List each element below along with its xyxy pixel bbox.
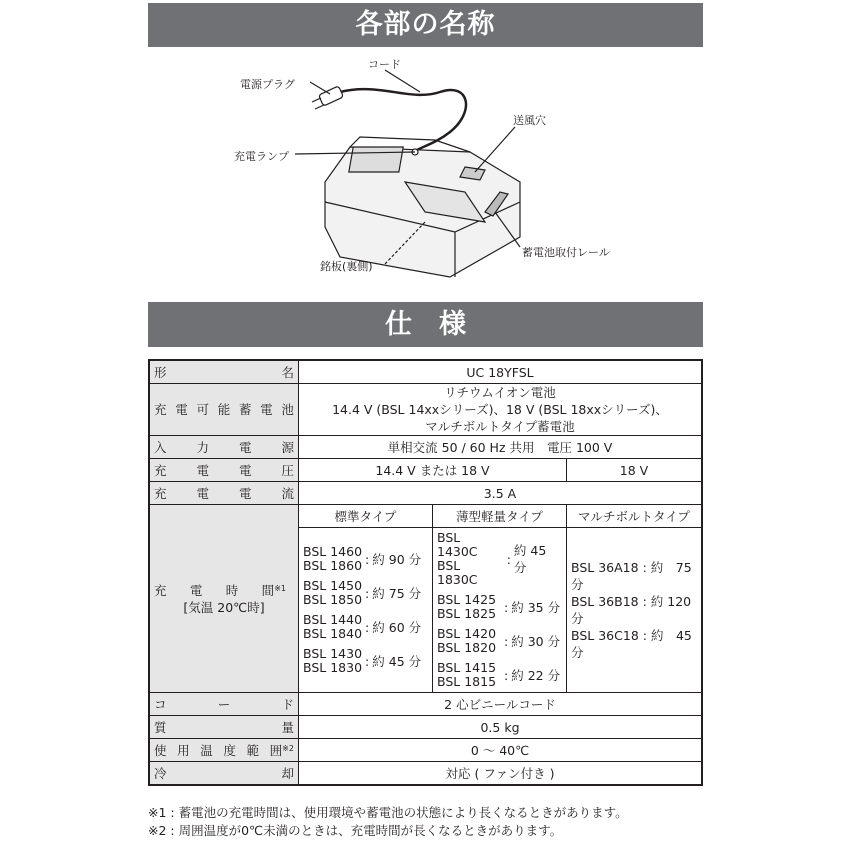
list-item: BSL 1420 BSL 1820 : 約 30 分: [437, 626, 561, 655]
value-voltage-b: 18 V: [567, 459, 703, 482]
slim-times: [433, 528, 567, 693]
list-item: BSL 36C18 : 約 45 分: [571, 628, 692, 660]
multivolt-times: [567, 528, 703, 693]
label-voltage: 充 電 電 圧: [149, 459, 299, 482]
list-item: BSL 1450 BSL 1850 : 約 75 分: [303, 578, 422, 607]
callout-nameplate: 銘板(裏側): [320, 260, 373, 273]
label-model: 形 名: [149, 360, 299, 384]
label-cord: コ ー ド: [149, 693, 299, 716]
value-batteries: リチウムイオン電池 14.4 V (BSL 14xxシリーズ)、18 V (BSL 18xxシリーズ)、 マルチボルトタイプ蓄電池: [299, 384, 703, 436]
row-model: [149, 360, 702, 384]
label-mass: 質 量: [149, 716, 299, 739]
value-temp: 0 ～ 40℃: [299, 739, 703, 762]
label-charge-time: 充 電 時 間※1 [気温 20℃時]: [149, 505, 299, 693]
value-current: 3.5 A: [299, 482, 703, 505]
list-item: BSL 36A18 : 約 75 分: [571, 560, 692, 592]
header-standard: 標準タイプ: [299, 505, 433, 528]
parts-section-title: 各部の名称: [148, 3, 703, 47]
callout-battery-rail: 蓄電池取付レール: [522, 246, 610, 259]
spec-section-title: 仕 様: [148, 302, 703, 347]
callout-vent: 送風穴: [513, 114, 546, 127]
list-item: BSL 1460 BSL 1860 : 約 90 分: [303, 544, 422, 573]
footnote-1: ※1 : 蓄電池の充電時間は、使用環境や蓄電池の状態により長くなるときがあります。: [148, 805, 628, 820]
value-input: 単相交流 50 / 60 Hz 共用 電圧 100 V: [299, 436, 703, 459]
list-item: BSL 1415 BSL 1815 : 約 22 分: [437, 660, 561, 689]
row-voltage: [149, 459, 702, 482]
value-cooling: 対応 ( ファン付き ): [299, 762, 703, 786]
value-model: UC 18YFSL: [299, 360, 703, 384]
value-voltage-a: 14.4 V または 18 V: [299, 459, 567, 482]
value-mass: 0.5 kg: [299, 716, 703, 739]
header-slim: 薄型軽量タイプ: [433, 505, 567, 528]
charger-illustration: [220, 52, 640, 292]
label-current: 充 電 電 流: [149, 482, 299, 505]
list-item: BSL 1430 BSL 1830 : 約 45 分: [303, 646, 422, 675]
label-input: 入 力 電 源: [149, 436, 299, 459]
list-item: BSL 1425 BSL 1825 : 約 35 分: [437, 592, 561, 621]
label-batteries: 充 電 可 能 蓄 電 池: [149, 384, 299, 436]
header-multivolt: マルチボルトタイプ: [567, 505, 703, 528]
label-temp: 使 用 温 度 範 囲※2: [149, 739, 299, 762]
label-cooling: 冷 却: [149, 762, 299, 786]
callout-cord: コード: [368, 58, 401, 71]
list-item: BSL 1430C BSL 1830C : 約 45 分: [437, 530, 547, 587]
standard-times: [299, 528, 433, 693]
callout-power-plug: 電源プラグ: [240, 78, 295, 91]
value-cord: 2 心ビニールコード: [299, 693, 703, 716]
row-mass: [149, 716, 702, 739]
row-cord: [149, 693, 702, 716]
list-item: BSL 36B18 : 約 120 分: [571, 594, 692, 626]
row-batteries: [149, 384, 702, 436]
footnotes: [148, 804, 628, 840]
row-cooling: [149, 762, 702, 786]
row-charge-time-header: [149, 505, 702, 528]
spec-table: [148, 359, 703, 786]
callout-charge-lamp: 充電ランプ: [234, 150, 289, 163]
list-item: BSL 1440 BSL 1840 : 約 60 分: [303, 612, 422, 641]
row-temp: [149, 739, 702, 762]
row-current: [149, 482, 702, 505]
row-input: [149, 436, 702, 459]
footnote-2: ※2 : 周囲温度が0℃未満のときは、充電時間が長くなるときがあります。: [148, 823, 563, 838]
